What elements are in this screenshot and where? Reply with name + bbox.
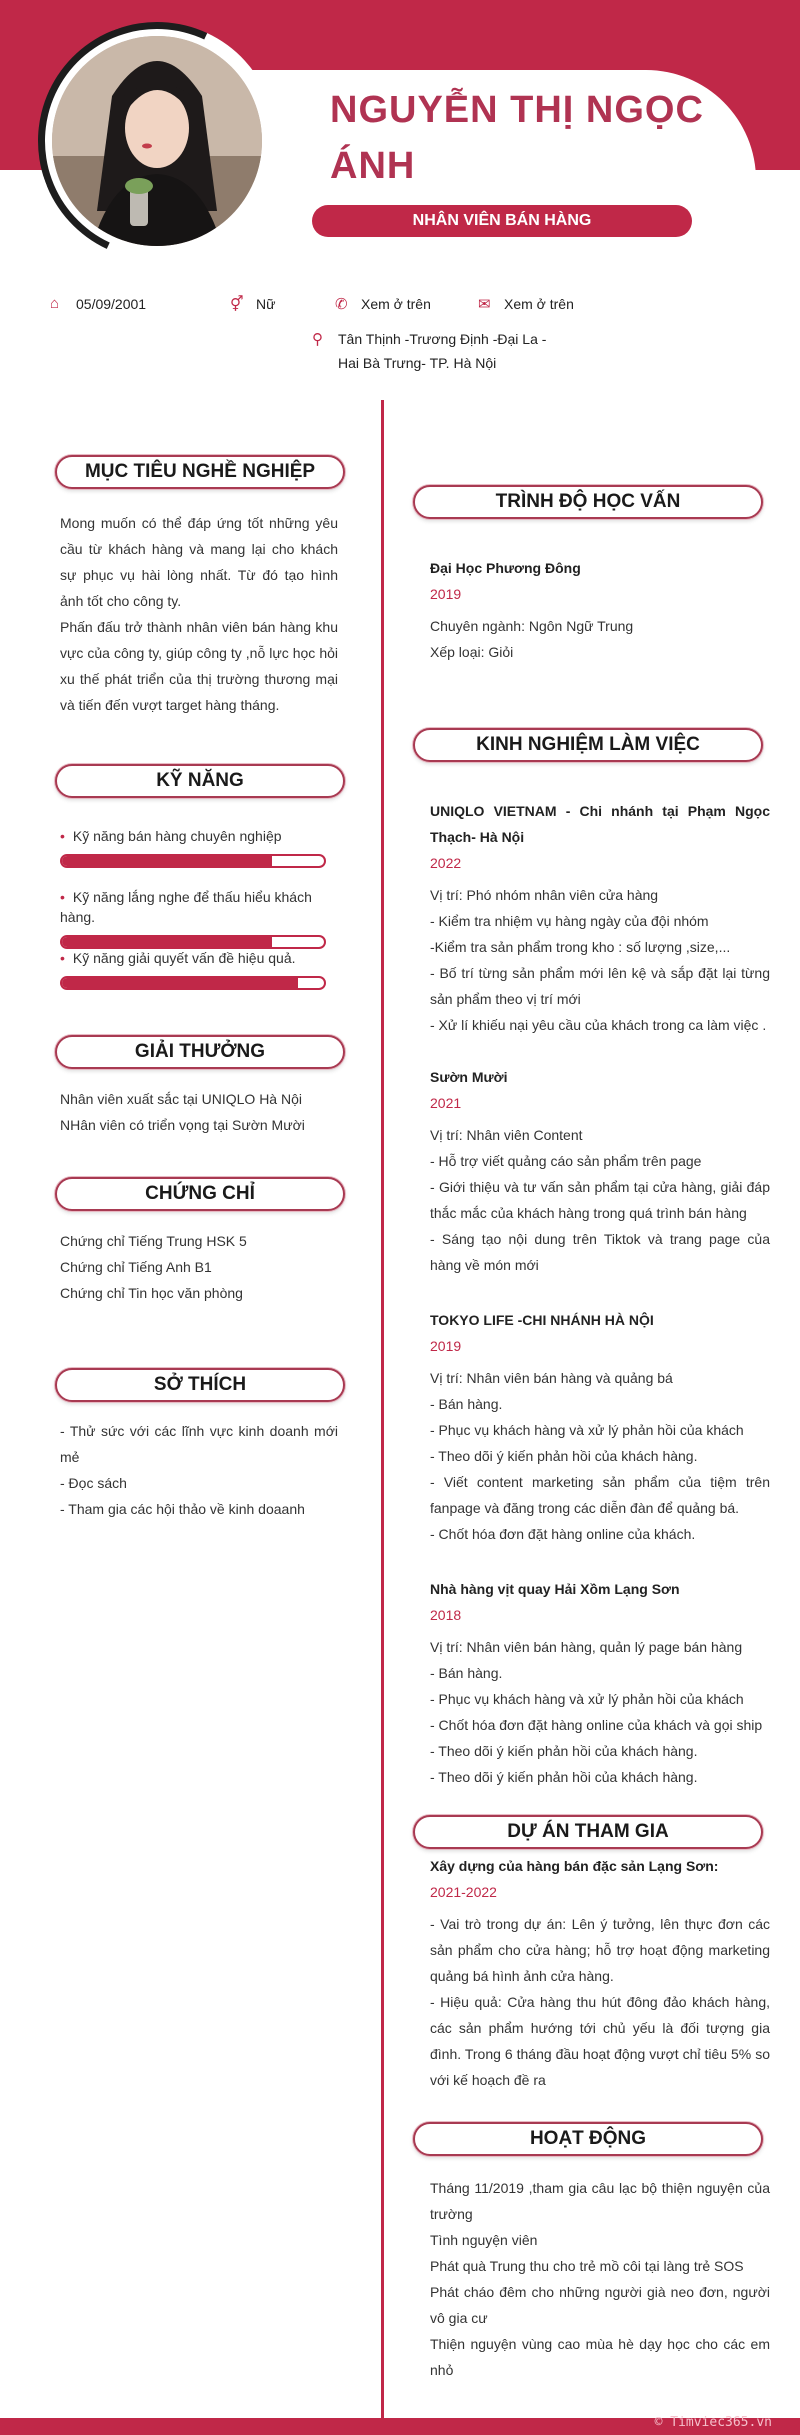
email-field: ✉ Xem ở trên — [478, 296, 574, 313]
activity-item: Phát quà Trung thu cho trẻ mồ côi tại làng trẻ SOS — [430, 2258, 744, 2274]
column-divider — [381, 400, 384, 2420]
avatar — [52, 36, 262, 246]
experience-entry: UNIQLO VIETNAM - Chi nhánh tại Phạm Ngọc Thạch- Hà Nội 2022 Vị trí: Phó nhóm nhân viên cửa hàng - Kiểm tra nhiệm vụ hàng ngày của đội nhóm -Kiểm tra sản phẩm trong kho : số lượng ,size,... - Bố trí từng sản phẩm mới lên kệ và sắp đặt lại từng sản phẩm theo vị trí mới - Xử lí khiếu nại yêu cầu của khách trong ca làm việc . — [430, 803, 770, 1033]
hobby-item: - Thử sức với các lĩnh vực kinh doanh mới mẻ — [60, 1423, 338, 1465]
candidate-name: NGUYỄN THỊ NGỌC ÁNH — [330, 89, 704, 187]
gender-field: ⚥ Nữ — [230, 296, 276, 313]
certificate-item: Chứng chỉ Tin học văn phòng — [60, 1285, 243, 1301]
job-title-badge: NHÂN VIÊN BÁN HÀNG — [312, 205, 692, 237]
section-title-skills: KỸ NĂNG — [55, 764, 345, 798]
experience-entry: TOKYO LIFE -CHI NHÁNH HÀ NỘI 2019 Vị trí: Nhân viên bán hàng và quảng bá - Bán hàng. - Phục vụ khách hàng và xử lý phản hồi của khách - Theo dõi ý kiến phản hồi của khách hàng. - Viết content marketing sản phẩm của tiệm trên fanpage và đăng trong các diễn đàn để quảng bá. - Chốt hóa đơn đặt hàng online của khách. — [430, 1312, 770, 1542]
section-title-certificates: CHỨNG CHỈ — [55, 1177, 345, 1211]
education-entry: Đại Học Phương Đông 2019 Chuyên ngành: Ngôn Ngữ Trung Xếp loại: Giỏi — [430, 560, 634, 660]
activity-item: Tình nguyện viên — [430, 2232, 538, 2248]
gender-icon: ⚥ — [230, 296, 244, 313]
awards-list — [60, 1086, 340, 1138]
experience-entry: Nhà hàng vịt quay Hải Xồm Lạng Sơn 2018 Vị trí: Nhân viên bán hàng, quản lý page bán hàng - Bán hàng. - Phục vụ khách hàng và xử lý phản hồi của khách - Chốt hóa đơn đặt hàng online của khách và gọi ship - Theo dõi ý kiến phản hồi của khách hàng. - Theo dõi ý kiến phản hồi của khách hàng. — [430, 1581, 763, 1785]
award-item: Nhân viên xuất sắc tại UNIQLO Hà Nội — [60, 1091, 302, 1107]
activity-item: Thiện nguyện vùng cao mùa hè dạy học cho các em nhỏ — [430, 2336, 770, 2378]
skill-bar — [60, 854, 326, 868]
skill-item: • Kỹ năng bán hàng chuyên nghiệp — [60, 826, 340, 868]
phone-icon: ✆ — [335, 296, 348, 313]
activities-list — [430, 2175, 770, 2383]
certificate-item: Chứng chỉ Tiếng Anh B1 — [60, 1259, 212, 1275]
objective-text: Mong muốn có thể đáp ứng tốt những yêu cầu từ khách hàng và mang lại cho khách sự phục vụ hài lòng nhất. Từ đó tạo hình ảnh tốt cho công ty. Phấn đấu trở thành nhân viên bán hàng khu vực của công ty, giúp công ty ,nỗ lực học hỏi xu thế phát triển của thị trường thương mại và tiến đến vượt target hàng tháng. — [60, 515, 338, 713]
skill-fill — [62, 937, 272, 947]
phone-field: ✆ Xem ở trên — [335, 296, 431, 313]
award-item: NHân viên có triển vọng tại Sườn Mười — [60, 1117, 305, 1133]
section-title-awards: GIẢI THƯỞNG — [55, 1035, 345, 1069]
certificate-item: Chứng chỉ Tiếng Trung HSK 5 — [60, 1233, 247, 1249]
skill-item: • Kỹ năng giải quyết vấn đề hiệu quả. — [60, 948, 340, 990]
certificates-list — [60, 1228, 340, 1306]
section-title-projects: DỰ ÁN THAM GIA — [413, 1815, 763, 1849]
skill-bar — [60, 935, 326, 949]
activity-item: Tháng 11/2019 ,tham gia câu lạc bộ thiện nguyện của trường — [430, 2180, 770, 2222]
section-title-activities: HOẠT ĐỘNG — [413, 2122, 763, 2156]
skill-fill — [62, 978, 298, 988]
skill-item: • Kỹ năng lắng nghe để thấu hiểu khách hàng. — [60, 887, 340, 949]
hobby-item: - Tham gia các hội thảo về kinh doaanh — [60, 1501, 305, 1517]
skill-bar — [60, 976, 326, 990]
section-title-experience: KINH NGHIỆM LÀM VIỆC — [413, 728, 763, 762]
map-pin-icon: ⚲ — [312, 331, 323, 348]
section-title-objective: MỤC TIÊU NGHỀ NGHIỆP — [55, 455, 345, 489]
cake-icon: ⌂ — [50, 295, 60, 312]
hobby-item: - Đọc sách — [60, 1475, 127, 1491]
project-entry: Xây dựng của hàng bán đặc sản Lạng Sơn: 2021-2022 - Vai trò trong dự án: Lên ý tưởng, lên thực đơn các sản phẩm cho cửa hàng; hỗ trợ hoạt động marketing quảng bá hình ảnh cửa hàng. - Hiệu quả: Cửa hàng thu hút đông đảo khách hàng, các sản phẩm hướng tới chủ yếu là đối tượng gia đình. Trong 6 tháng đầu hoạt động vượt chỉ tiêu 5% so với kế hoạch đề ra — [430, 1858, 770, 2088]
hobbies-list — [60, 1418, 338, 1522]
watermark: © Timviec365.vn — [654, 2415, 772, 2430]
section-title-hobbies: SỞ THÍCH — [55, 1368, 345, 1402]
activity-item: Phát cháo đêm cho những người già neo đơn, người vô gia cư — [430, 2284, 770, 2326]
address-field: ⚲ Tân Thịnh -Trương Định -Đại La - Hai Bà Trưng- TP. Hà Nội — [312, 331, 547, 371]
experience-entry: Sườn Mười 2021 Vị trí: Nhân viên Content - Hỗ trợ viết quảng cáo sản phẩm trên page - Giới thiệu và tư vấn sản phẩm tại cửa hàng, giải đáp thắc mắc của khách hàng trong quá trình bán hàng - Sáng tạo nội dung trên Tiktok và trang page của hàng về món mới — [430, 1069, 770, 1273]
skill-fill — [62, 856, 272, 866]
email-icon: ✉ — [478, 296, 491, 313]
birthday-field: ⌂ 05/09/2001 — [50, 295, 147, 312]
section-title-education: TRÌNH ĐỘ HỌC VẤN — [413, 485, 763, 519]
